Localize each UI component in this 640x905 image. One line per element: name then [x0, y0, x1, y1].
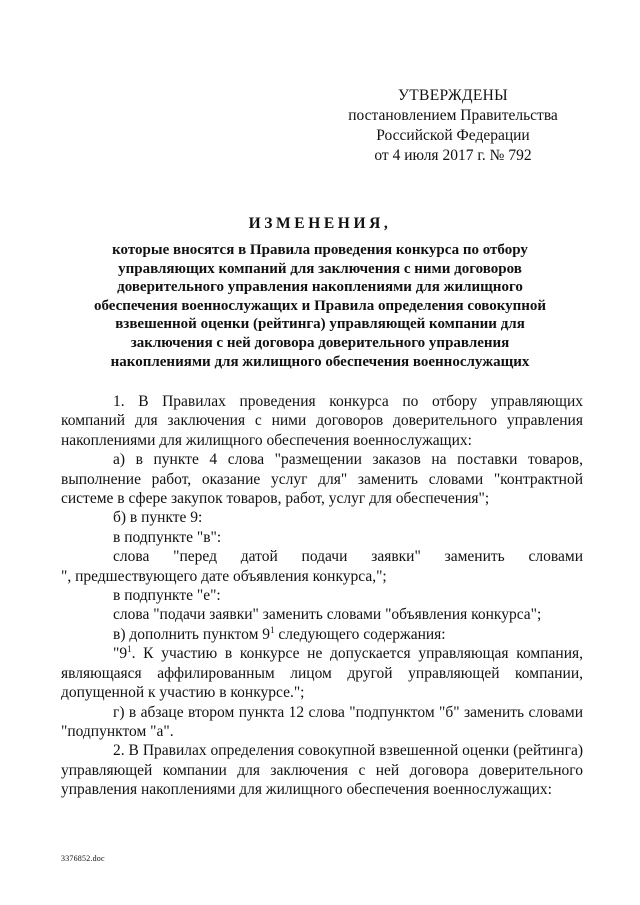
document-body: [61, 392, 583, 800]
paragraph-11: г) в абзаце втором пункта 12 слова "подпунктом "б" заменить словами "подпунктом "а".: [61, 703, 583, 740]
paragraph-2: а) в пункте 4 слова "размещении заказов на поставки товаров, выполнение работ, оказание услуг для" заменить словами "контрактной системе в сфере закупок товаров, работ, услуг для обеспечения";: [61, 451, 583, 508]
file-name-footer: 3376852.doc: [61, 854, 105, 863]
document-title: ИЗМЕНЕНИЯ,: [248, 215, 392, 232]
approval-line-2: Российской Федерации: [376, 127, 530, 144]
paragraph-12: 2. В Правилах определения совокупной взвешенной оценки (рейтинга) управляющей компании для заключения с ней договора доверительного управления накоплениями для жилищного обеспечения военнослужащих:: [61, 742, 583, 799]
paragraph-8: слова "подачи заявки" заменить словами "объявления конкурса";: [113, 606, 542, 624]
approval-heading: УТВЕРЖДЕНЫ: [398, 87, 508, 104]
document-subtitle: [60, 241, 580, 371]
paragraph-6: ", предшествующего дате объявления конкурса,";: [61, 567, 387, 585]
subtitle-line: управляющих компаний для заключения с ними договоров: [118, 260, 522, 277]
subtitle-line: взвешенной оценки (рейтинга) управляющей компании для: [115, 316, 525, 333]
approval-line-1: постановлением Правительства: [348, 107, 558, 124]
superscript: 1: [127, 644, 132, 655]
paragraph-10-text-end: . К участию в конкурсе не допускается управляющая компания, являющаяся аффилированным лицом другой управляющей компании, допущенной к участию в конкурсе.";: [61, 645, 583, 702]
paragraph-3: б) в пункте 9:: [113, 509, 203, 527]
paragraph-7: в подпункте "е":: [113, 587, 221, 605]
subtitle-line: накоплениями для жилищного обеспечения военнослужащих: [110, 353, 530, 370]
paragraph-10: [61, 644, 583, 702]
paragraph-5: слова "перед датой подачи заявки" заменить словами: [113, 548, 583, 566]
subtitle-line: обеспечения военнослужащих и Правила определения совокупной: [93, 297, 547, 314]
subtitle-line: которые вносятся в Правила проведения конкурса по отбору: [112, 242, 528, 258]
paragraph-9-text-end: следующего содержания:: [274, 625, 446, 643]
approval-block: [330, 86, 576, 166]
superscript: 1: [270, 624, 275, 635]
paragraph-9: [61, 625, 583, 644]
paragraph-10-text: "9: [113, 645, 128, 663]
paragraph-1: 1. В Правилах проведения конкурса по отбору управляющих компаний для заключения с ними договоров доверительного управления накоплениями для жилищного обеспечения военнослужащих:: [61, 393, 583, 449]
approval-line-3: от 4 июля 2017 г. № 792: [374, 147, 532, 164]
paragraph-9-text: в) дополнить пунктом 9: [113, 625, 270, 643]
subtitle-line: заключения с ней договора доверительного управления: [130, 334, 510, 351]
subtitle-line: доверительного управления накоплениями для жилищного: [117, 279, 523, 296]
paragraph-4: в подпункте "в":: [113, 528, 222, 546]
